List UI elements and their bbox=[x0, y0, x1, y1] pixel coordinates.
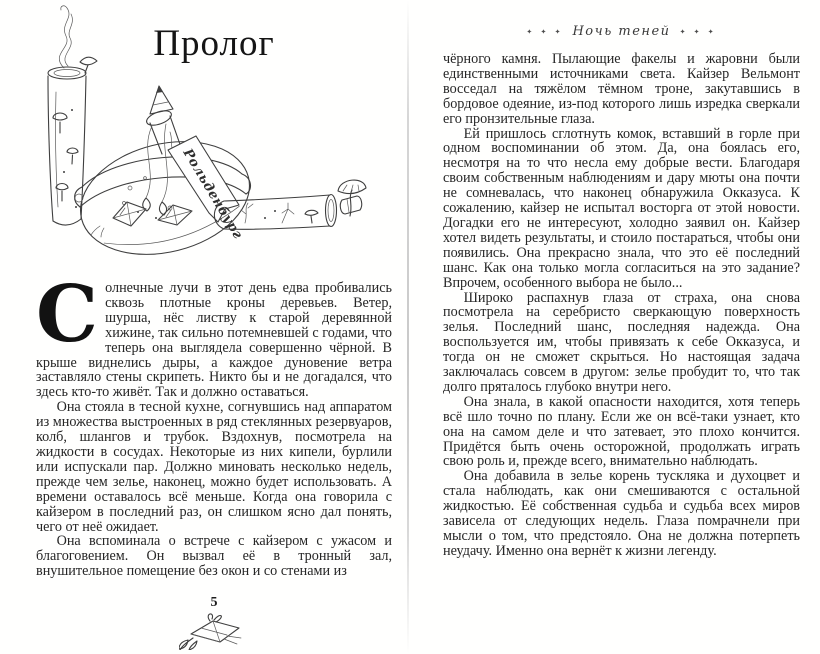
paragraph: Она знала, в какой опасности находится, хотя теперь всё шло точно по плану. Если же он всё-таки узнает, кто она на самом деле и что затевает, это плохо кончится. Придётся быть очень осторожной, продолжать играть свою роль и, прежде всего, внимательно наблюдать. bbox=[443, 393, 800, 470]
leaf-parcel-ornament-svg bbox=[179, 610, 249, 650]
alchemy-glassware-illustration bbox=[20, 2, 370, 270]
page-gutter-line bbox=[407, 0, 409, 654]
right-page-text bbox=[443, 52, 800, 559]
running-head-title: Ночь теней bbox=[572, 24, 671, 39]
page-number: 5 bbox=[210, 595, 218, 610]
running-head-ornament-left: ✦ ✦ ✦ bbox=[526, 27, 564, 36]
running-head-ornament-right: ✦ ✦ ✦ bbox=[679, 27, 717, 36]
left-page-text bbox=[36, 269, 392, 580]
paragraph: Ей пришлось сглотнуть комок, вставший в горле при одном воспоминании об этом. Да, она боялась его, несмотря на то что несла ему добрые вести. Благодаря своим собственным наблюдениям и дару мюты она почти не сомневалась, что наконец обнаружила Окказуса. К сожалению, кайзер не испытал восторга от этой новости. Догадки его не интересуют, холодно заявил он. Кайзер хотел видеть результаты, и стоило постараться, чтобы они появились. Она прекрасно знала, что это её последний шанс. Как она только могла согласиться на это задание? Впрочем, особенного выбора не было... bbox=[443, 125, 800, 291]
drop-cap: С bbox=[36, 269, 99, 360]
paragraph: чёрного камня. Пылающие факелы и жаровни были единственными источниками света. Кайзер Вельмонт восседал на тяжёлом тёмном троне, закутавшись в бордовое одеяние, из-под которого лишь изредка сверкали его пронзительные глаза. bbox=[443, 51, 800, 127]
paragraph: Она стояла в тесной кухне, согнувшись над аппаратом из множества выстроенных в ряд стеклянных резервуаров, колб, шлангов и трубок. Вздохнув, посмотрела на жидкости в сосудах. Некоторые из них кипели, бурлили или испускали пар. Должно миновать несколько недель, прежде чем зелье, наконец, можно будет использовать. А времени оставалось всё меньше. Когда она говорила с кайзером в последний раз, он слишком ясно дал понять, чего от неё ожидает. bbox=[36, 399, 392, 535]
illustration-tag-label: Рольденбург bbox=[179, 146, 246, 242]
left-page bbox=[36, 0, 392, 654]
paragraph: Она добавила в зелье корень тускляка и духоцвет и стала наблюдать, как они смешиваются с остальной жидкостью. Её собственная судьба и судьба всех миров зависела от следующих недель. Глаза помрачнели при мысли о том, что предстояло. Она не должна потерпеть неудачу. Именно она вернёт к жизни легенду. bbox=[443, 468, 800, 559]
paragraph bbox=[36, 269, 392, 401]
alchemy-glassware-svg bbox=[20, 2, 370, 270]
paragraph: Она вспоминала о встрече с кайзером с ужасом и благоговением. Он вызвал её в тронный зал, внушительное помещение без окон и со стенами из bbox=[36, 533, 392, 580]
right-page bbox=[443, 0, 800, 654]
running-head bbox=[443, 24, 800, 39]
paragraph: Широко распахнув глаза от страха, она снова посмотрела на серебристо сверкающую поверхность зелья. Последний шанс, последняя надежда. Она воспользуется им, чтобы привязать к себе Окказуса, и тогда он не сможет скрыться. Но настоящая задача заключалась совсем в другом: зелье пробудит то, что так долго пряталось глубоко внутри него. bbox=[443, 289, 800, 395]
leaf-parcel-ornament bbox=[36, 610, 392, 650]
chapter-title: Пролог bbox=[153, 23, 275, 64]
paragraph-text: олнечные лучи в этот день едва пробивались сквозь плотные кроны деревьев. Ветер, шурша, нёс листву к старой деревянной хижине, так сильно потемневшей с годами, что теперь она выглядела совершенно чёрной. В крыше виднелись дыры, а каждое дуновение ветра заставляло стены скрипеть. Никто бы и не догадался, что здесь кто-то живёт. Так и должно оставаться. bbox=[36, 280, 392, 401]
